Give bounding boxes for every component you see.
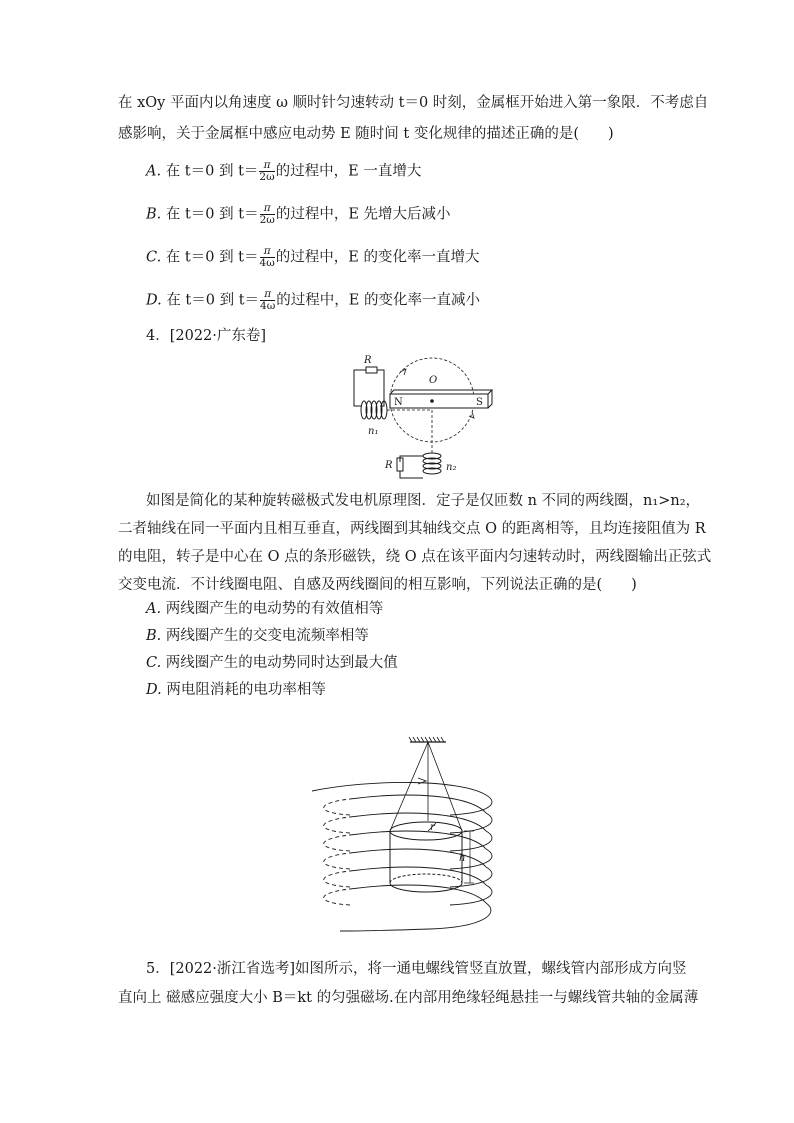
q3-stem-line-2: 感影响，关于金属框中感应电动势 E 随时间 t 变化规律的描述正确的是( ) (118, 126, 614, 142)
q3-stem-line-1: 在 xOy 平面内以角速度 ω 顺时针匀速转动 t＝0 时刻，金属框开始进入第一象限．不考虑自 (118, 95, 709, 111)
q4-header: 4．[2022·广东卷] (146, 328, 267, 344)
fraction: $\frac{\pi}{4\omega}$ (260, 288, 276, 312)
q5-stem-line-2: 直向上 磁感应强度大小 B＝kt 的匀强磁场.在内部用绝缘轻绳悬挂一与螺线管共轴的金属薄 (118, 990, 699, 1006)
pivot-o (430, 399, 434, 403)
q3-option-a: A. 在 t＝0 到 t＝ $\frac{\pi}{2\omega}$ 的过程中，E 一直增大 (146, 159, 422, 183)
magnet-pole-n: N (394, 397, 403, 408)
resistor-label-bottom: R (385, 460, 393, 471)
q4-option-d: D. 两电阻消耗的电功率相等 (146, 682, 326, 698)
magnet-pole-s: S (476, 397, 483, 408)
q4-option-c: C. 两线圈产生的电动势同时达到最大值 (146, 655, 398, 671)
radius-label: r (430, 822, 435, 833)
q4-stem-line-1: 如图是简化的某种旋转磁极式发电机原理图．定子是仅匝数 n 不同的两线圈，n₁>n₂， (146, 493, 701, 509)
q3-option-b: B. 在 t＝0 到 t＝ $\frac{\pi}{2\omega}$ 的过程中，E 先增大后减小 (146, 202, 451, 226)
generator-diagram (340, 350, 510, 485)
q4-stem-line-2: 二者轴线在同一平面内且相互垂直，两线圈到其轴线交点 O 的距离相等，且均连接阻值为 R (118, 521, 706, 537)
coil-n2 (423, 453, 441, 474)
bar-magnet (390, 394, 488, 408)
height-label: h (459, 853, 466, 864)
q3-option-d: D. 在 t＝0 到 t＝ $\frac{\pi}{4\omega}$ 的过程中，E 的变化率一直减小 (146, 288, 480, 312)
fraction: $\frac{\pi}{2\omega}$ (259, 202, 275, 226)
coil-n1-label: n₁ (368, 426, 379, 437)
fraction: $\frac{\pi}{2\omega}$ (259, 159, 275, 183)
q4-stem-line-4: 交变电流．不计线圈电阻、自感及两线圈间的相互影响，下列说法正确的是( ) (118, 577, 637, 593)
q4-option-b: B. 两线圈产生的交变电流频率相等 (146, 628, 369, 644)
resistor-label-top: R (364, 355, 372, 366)
ceiling-hatch (409, 737, 444, 742)
center-label-o: O (429, 375, 438, 386)
coil-n2-label: n₂ (446, 462, 457, 473)
q3-option-c: C. 在 t＝0 到 t＝ $\frac{\pi}{4\omega}$ 的过程中，E 的变化率一直增大 (146, 245, 480, 269)
resistor-top (366, 367, 377, 373)
suspension-strings (390, 742, 462, 831)
q5-stem-line-1: 5．[2022·浙江省选考]如图所示，将一通电螺线管竖直放置，螺线管内部形成方向竖 (146, 961, 687, 977)
coil-n1 (361, 401, 387, 419)
solenoid-diagram (310, 735, 500, 935)
q4-stem-line-3: 的电阻，转子是中心在 O 点的条形磁铁，绕 O 点在该平面内匀速转动时，两线圈输出正弦式 (118, 549, 712, 565)
fraction: $\frac{\pi}{4\omega}$ (259, 245, 275, 269)
q4-option-a: A. 两线圈产生的电动势的有效值相等 (146, 601, 384, 617)
